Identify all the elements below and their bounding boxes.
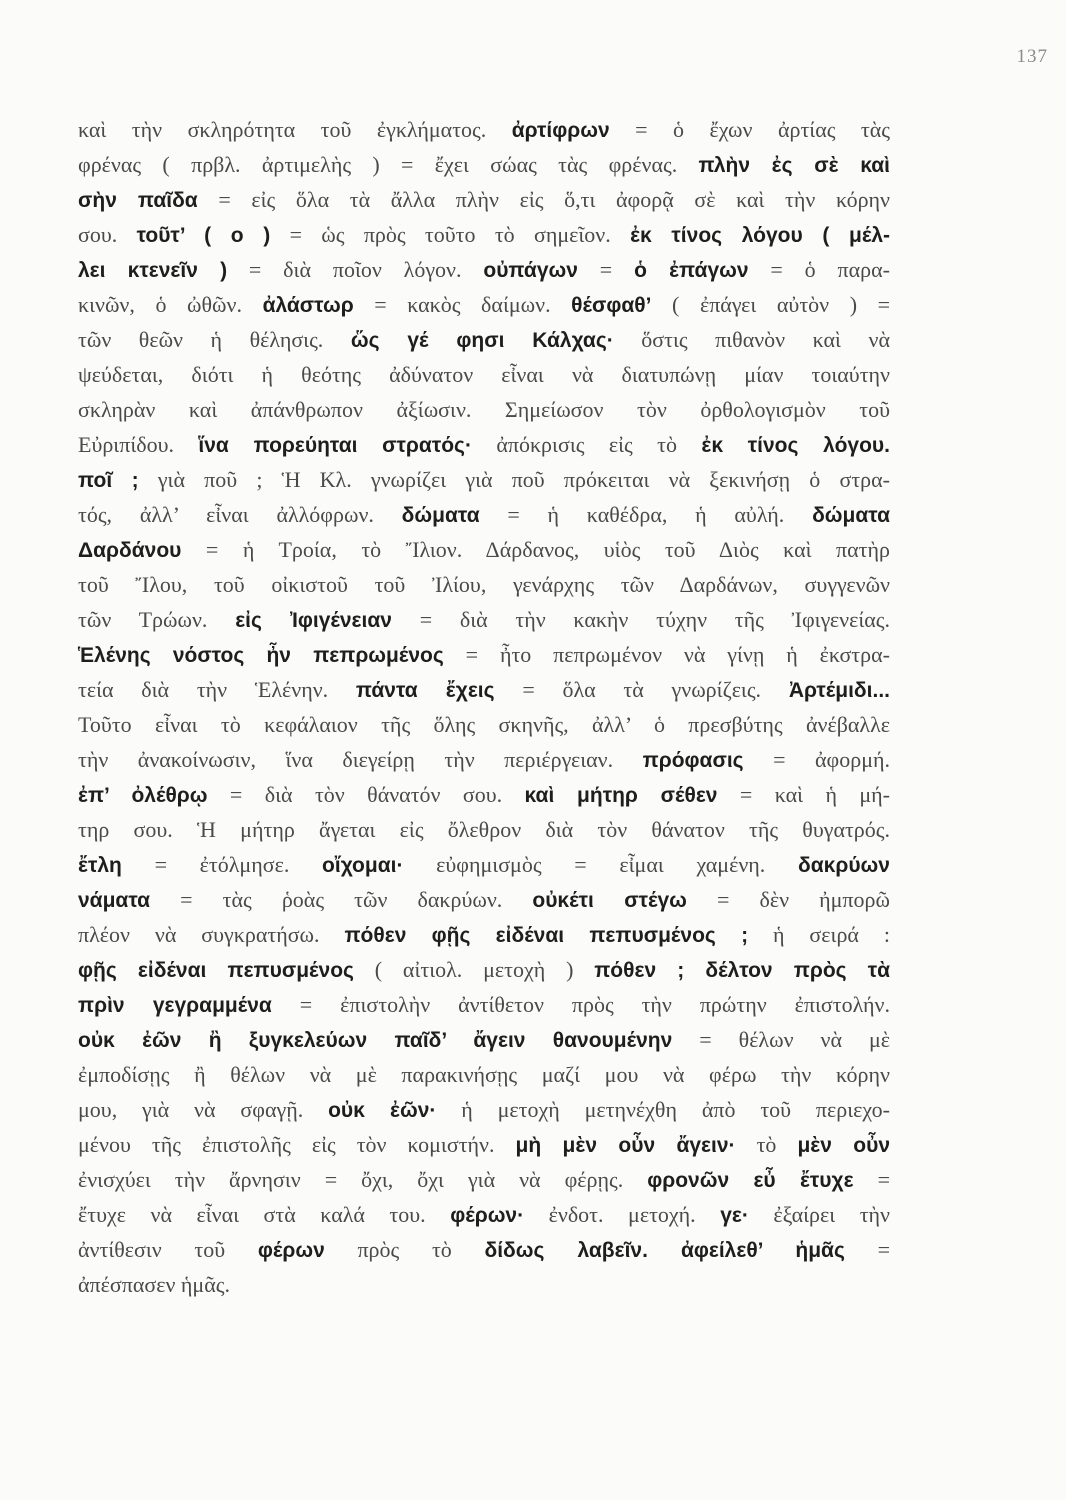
lemma: δακρύων [797, 854, 890, 877]
lemma: ποῖ ; [78, 469, 139, 492]
gloss: = διὰ ποῖον λόγον. [227, 257, 484, 282]
text-line [78, 882, 890, 917]
gloss: τὴν ἀνακοίνωσιν, ἵνα διεγείρῃ τὴν περιέργειαν. [78, 747, 643, 772]
text-line [78, 357, 890, 392]
lemma: Ἀρτέμιδι... [788, 679, 891, 702]
text-line [78, 987, 890, 1022]
lemma: σὴν παῖδα [78, 189, 198, 212]
lemma: ἀρτίφρων [511, 119, 610, 142]
text-line [78, 1267, 890, 1302]
gloss: τηρ σου. Ἡ μήτηρ ἄγεται εἰς ὄλεθρον διὰ τὸν θάνατον τῆς θυγατρός. [78, 817, 890, 842]
lemma: δίδως λαβεῖν. ἀφείλεθ’ ἡμᾶς [484, 1239, 845, 1262]
gloss: γιὰ ποῦ ; Ἡ Κλ. γνωρίζει γιὰ ποῦ πρόκειται νὰ ξεκινήσῃ ὁ στρα- [138, 467, 890, 492]
gloss: τεία διὰ τὴν Ἑλένην. [78, 677, 356, 702]
lemma: ἐκ τίνος λόγου. [701, 434, 890, 457]
gloss: = ὁ ἔχων ἀρτίας τὰς [609, 117, 890, 142]
gloss: ἐξαίρει τὴν [748, 1202, 891, 1227]
text-line [78, 182, 890, 217]
text-line [78, 847, 890, 882]
text-line [78, 742, 890, 777]
text-line [78, 812, 890, 847]
gloss: = καὶ ἡ μή- [717, 782, 890, 807]
lemma: ἵνα πορεύηται στρατός· [198, 434, 472, 457]
gloss: ἐνδοτ. μετοχή. [524, 1202, 721, 1227]
lemma: δώματα [812, 504, 890, 527]
text-line [78, 777, 890, 812]
text-line [78, 1162, 890, 1197]
lemma: πόθεν φῇς εἰδέναι πεπυσμένος ; [344, 924, 749, 947]
gloss: = τὰς ῥοὰς τῶν δακρύων. [150, 887, 533, 912]
gloss: μένου τῆς ἐπιστολῆς εἰς τὸν κομιστήν. [78, 1132, 516, 1157]
gloss: σκληρὰν καὶ ἀπάνθρωπον ἀξίωσιν. Σημείωσον τὸν ὀρθολογισμὸν τοῦ [78, 397, 890, 422]
gloss: = ἦτο πεπρωμένον νὰ γίνῃ ἡ ἐκστρα- [443, 642, 890, 667]
text-line [78, 497, 890, 532]
gloss: ( αἰτιολ. μετοχὴ ) [353, 957, 595, 982]
lemma: Ἑλένης νόστος ἦν πεπρωμένος [78, 644, 444, 667]
lemma: μὴ μὲν οὖν ἄγειν· [515, 1134, 736, 1157]
lemma: πρόφασις [642, 749, 744, 772]
gloss: Εὐριπίδου. [78, 432, 199, 457]
gloss: = εἰς ὅλα τὰ ἄλλα πλὴν εἰς ὅ,τι ἀφορᾷ σὲ καὶ τὴν κόρην [197, 187, 891, 212]
gloss: ἀντίθεσιν τοῦ [78, 1237, 258, 1262]
gloss: ψεύδεται, διότι ἡ θεότης ἀδύνατον εἶναι νὰ διατυπώνῃ μίαν τοιαύτην [78, 362, 890, 387]
gloss: μου, γιὰ νὰ σφαγῇ. [78, 1097, 329, 1122]
gloss: τοῦ Ἴλου, τοῦ οἰκιστοῦ τοῦ Ἰλίου, γενάρχης τῶν Δαρδάνων, συγγενῶν [78, 572, 890, 597]
gloss: = ἀφορμή. [743, 747, 890, 772]
text-line [78, 672, 890, 707]
gloss: καὶ τὴν σκληρότητα τοῦ ἐγκλήματος. [78, 117, 512, 142]
lemma: οἴχομαι· [322, 854, 404, 877]
gloss: ἀπόκρισις εἰς τὸ [471, 432, 702, 457]
text-line [78, 252, 890, 287]
gloss: τός, ἀλλ’ εἶναι ἀλλόφρων. [78, 502, 402, 527]
lemma: ἀλάστωρ [262, 294, 354, 317]
gloss: πρὸς τὸ [324, 1237, 485, 1262]
gloss: σου. [78, 222, 137, 247]
lemma: πόθεν ; δέλτον πρὸς τὰ [594, 959, 890, 982]
lemma: εἰς Ἰφιγένειαν [235, 609, 392, 632]
lemma: οὐκέτι στέγω [532, 889, 687, 912]
text-line [78, 532, 890, 567]
lemma: οὐκ ἐῶν ἢ ξυγκελεύων παῖδ’ ἄγειν θανουμένην [78, 1029, 673, 1052]
lemma: πρὶν γεγραμμένα [78, 994, 272, 1017]
text-line [78, 112, 890, 147]
lemma: φέρων· [450, 1204, 525, 1227]
gloss: = ὡς πρὸς τοῦτο τὸ σημεῖον. [270, 222, 631, 247]
gloss: = διὰ τὸν θάνατόν σου. [207, 782, 525, 807]
gloss: = ἡ καθέδρα, ἡ αὐλή. [479, 502, 813, 527]
gloss: τῶν Τρώων. [78, 607, 236, 632]
gloss: τῶν θεῶν ἡ θέλησις. [78, 327, 351, 352]
lemma: ἐπ’ ὀλέθρῳ [78, 784, 208, 807]
lemma: Δαρδάνου [78, 539, 182, 562]
gloss: ( ἐπάγει αὐτὸν ) = [651, 292, 890, 317]
lemma: ἔτλη [78, 854, 122, 877]
lemma: ὁ ἐπάγων [634, 259, 749, 282]
gloss: ἀπέσπασεν ἡμᾶς. [78, 1272, 230, 1297]
gloss: τὸ [735, 1132, 798, 1157]
gloss: = [844, 1237, 890, 1262]
lemma: θέσφαθ’ [571, 294, 652, 317]
lemma: μὲν οὖν [797, 1134, 891, 1157]
lemma: φέρων [257, 1239, 325, 1262]
lemma: ἐκ τίνος λόγου ( μέλ- [630, 224, 890, 247]
text-line [78, 707, 890, 742]
gloss: = κακὸς δαίμων. [353, 292, 572, 317]
lemma: οὐκ ἐῶν· [328, 1099, 437, 1122]
gloss: ἐνισχύει τὴν ἄρνησιν = ὄχι, ὄχι γιὰ νὰ φέρῃς. [78, 1167, 648, 1192]
text-line [78, 1197, 890, 1232]
text-line [78, 427, 890, 462]
lemma: πάντα ἔχεις [355, 679, 495, 702]
text-line [78, 637, 890, 672]
text-line [78, 917, 890, 952]
text-line [78, 952, 890, 987]
lemma: οὐπάγων [483, 259, 578, 282]
lemma: καὶ μήτηρ σέθεν [524, 784, 718, 807]
lemma: νάματα [78, 889, 151, 912]
text-line [78, 462, 890, 497]
lemma: δώματα [401, 504, 480, 527]
lemma: γε· [720, 1204, 749, 1227]
text-line [78, 1127, 890, 1162]
gloss: πλέον νὰ συγκρατήσω. [78, 922, 345, 947]
text-line [78, 322, 890, 357]
lemma: φῇς εἰδέναι πεπυσμένος [78, 959, 354, 982]
gloss: ἐμποδίσῃς ἢ θέλων νὰ μὲ παρακινήσῃς μαζί μου νὰ φέρω τὴν κόρην [78, 1062, 890, 1087]
lemma: τοῦτ’ ( ο ) [136, 224, 271, 247]
page-number: 137 [1016, 46, 1048, 67]
gloss: ἡ μετοχὴ μετηνέχθη ἀπὸ τοῦ περιεχο- [436, 1097, 890, 1122]
lemma: φρονῶν εὖ ἔτυχε [647, 1169, 854, 1192]
gloss: ἔτυχε νὰ εἶναι στὰ καλά του. [78, 1202, 451, 1227]
gloss: ὅστις πιθανὸν καὶ νὰ [613, 327, 890, 352]
gloss: ἡ σειρά : [748, 922, 890, 947]
text-line [78, 567, 890, 602]
gloss: = [577, 257, 635, 282]
gloss: εὐφημισμὸς = εἶμαι χαμένη. [403, 852, 798, 877]
text-line [78, 1092, 890, 1127]
gloss: = ἐπιστολὴν ἀντίθετον πρὸς τὴν πρώτην ἐπιστολήν. [271, 992, 890, 1017]
text-line [78, 1022, 890, 1057]
gloss: = ἡ Τροία, τὸ Ἴλιον. Δάρδανος, υἱὸς τοῦ Διὸς καὶ πατὴρ [181, 537, 890, 562]
text-line [78, 217, 890, 252]
gloss: = διὰ τὴν κακὴν τύχην τῆς Ἰφιγενείας. [391, 607, 890, 632]
gloss: Τοῦτο εἶναι τὸ κεφάλαιον τῆς ὅλης σκηνῆς, ἀλλ’ ὁ πρεσβύτης ἀνέβαλλε [78, 712, 890, 737]
gloss: = [853, 1167, 890, 1192]
text-line [78, 147, 890, 182]
gloss: φρένας ( πρβλ. ἀρτιμελὴς ) = ἔχει σώας τὰς φρένας. [78, 152, 699, 177]
lemma: ὥς γέ φησι Κάλχας· [350, 329, 614, 352]
text-line [78, 1057, 890, 1092]
gloss: = ὁ παρα- [748, 257, 890, 282]
lemma: λει κτενεῖν ) [78, 259, 228, 282]
text-line [78, 392, 890, 427]
text-line [78, 287, 890, 322]
text-line [78, 602, 890, 637]
gloss: = θέλων νὰ μὲ [672, 1027, 890, 1052]
commentary-text [78, 112, 890, 1302]
gloss: = δὲν ἠμπορῶ [686, 887, 891, 912]
text-line [78, 1232, 890, 1267]
gloss: = ὅλα τὰ γνωρίζεις. [494, 677, 789, 702]
gloss: = ἐτόλμησε. [121, 852, 323, 877]
gloss: κινῶν, ὁ ὠθῶν. [78, 292, 263, 317]
lemma: πλὴν ἐς σὲ καὶ [698, 154, 890, 177]
